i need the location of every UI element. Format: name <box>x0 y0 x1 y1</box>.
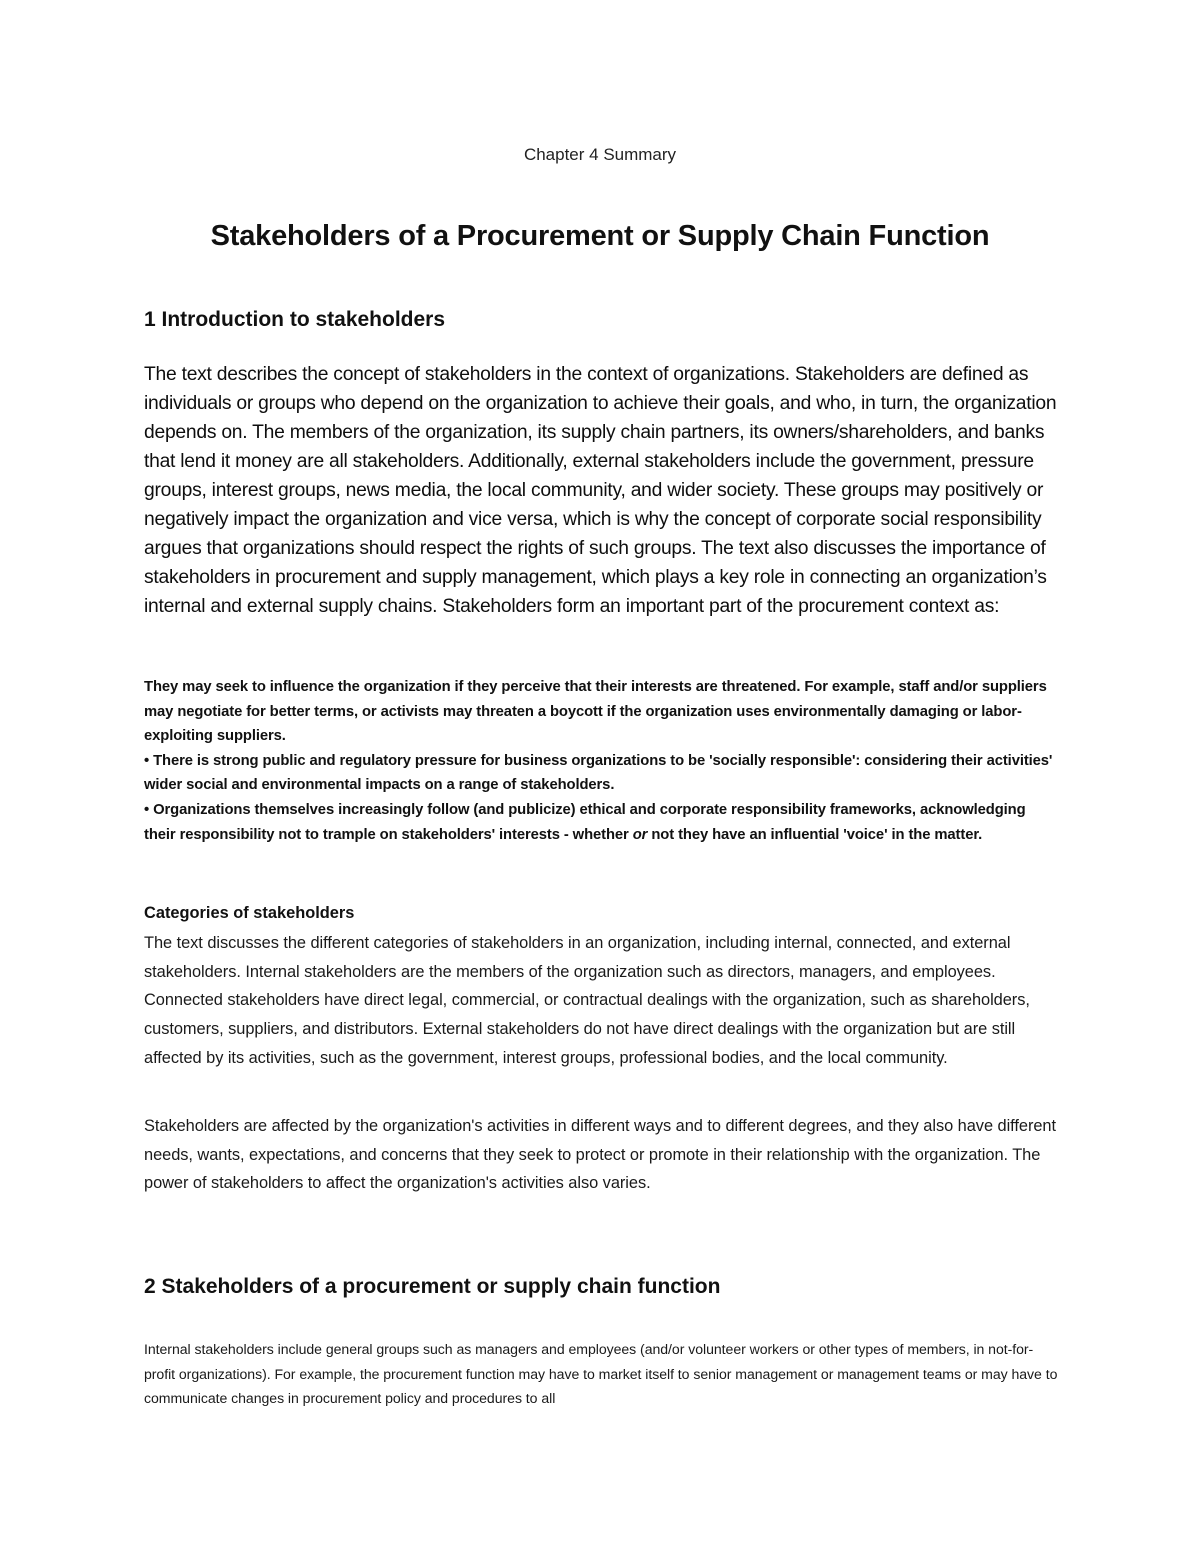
bullet-item-3-text: • Organizations themselves increasingly follow (and publicize) ethical and corporate responsibility frameworks, acknowledging their responsibility not to trample on stakeholders' interests - whether <box>144 801 1026 843</box>
categories-paragraph-1: The text discusses the different categories of stakeholders in an organization, including internal, connected, and external stakeholders. Internal stakeholders are the members of the organization such as directors, managers, and employees. Connected stakeholders have direct legal, commercial, or contractual dealings with the organization, such as shareholders, customers, suppliers, and distributors. External stakeholders do not have direct dealings with the organization but are still affected by its activities, such as the government, interest groups, professional bodies, and the local community. <box>144 934 1030 1067</box>
chapter-supertitle: Chapter 4 Summary <box>523 145 677 164</box>
categories-paragraph-2: Stakeholders are affected by the organization's activities in different ways and to different degrees, and they also have different needs, wants, expectations, and concerns that they seek to protect or promote in their relationship with the organization. The power of stakeholders to affect the organization's activities also varies. <box>144 1117 1056 1193</box>
intro-paragraph: The text describes the concept of stakeholders in the context of organizations. Stakeholders are defined as individuals or groups who depend on the organization to achieve their goals, and who, in turn, the organization depends on. The members of the organization, its supply chain partners, its owners/shareholders, and banks that lend it money are all stakeholders. Additionally, external stakeholders include the government, pressure groups, interest groups, news media, the local community, and wider society. These groups may positively or negatively impact the organization and vice versa, which is why the concept of corporate social responsibility argues that organizations should respect the rights of such groups. The text also discusses the importance of stakeholders in procurement and supply management, which plays a key role in connecting an organization’s internal and external supply chains. Stakeholders form an important part of the procurement context as: <box>144 364 1057 617</box>
categories-heading: Categories of stakeholders <box>144 904 355 922</box>
bullet-list <box>144 675 1059 847</box>
section-1-heading: 1 Introduction to stakeholders <box>144 308 446 331</box>
bullet-item-1: They may seek to influence the organization if they perceive that their interests are threatened. For example, staff and/or suppliers may negotiate for better terms, or activists may threaten a boycott if the organization uses environmentally damaging or labor-exploiting suppliers. <box>144 679 1047 745</box>
bullet-item-3-emphasis: or <box>632 826 648 843</box>
bullet-item-2: • There is strong public and regulatory pressure for business organizations to be 'socially responsible': considering their activities' wider social and environmental impacts on a range of stakeholders. <box>144 752 1053 794</box>
document-title: Stakeholders of a Procurement or Supply Chain Function <box>210 220 990 252</box>
section-2-paragraph: Internal stakeholders include general groups such as managers and employees (and/or volunteer workers or other types of members, in not-for-profit organizations). For example, the procurement function may have to market itself to senior management or management teams or may have to communicate changes in procurement policy and procedures to all <box>144 1341 1058 1406</box>
bullet-item-3 <box>144 798 1059 847</box>
bullet-item-3-text-end: not they have an influential 'voice' in the matter. <box>647 826 983 843</box>
section-2-heading: 2 Stakeholders of a procurement or supply chain function <box>144 1275 721 1298</box>
